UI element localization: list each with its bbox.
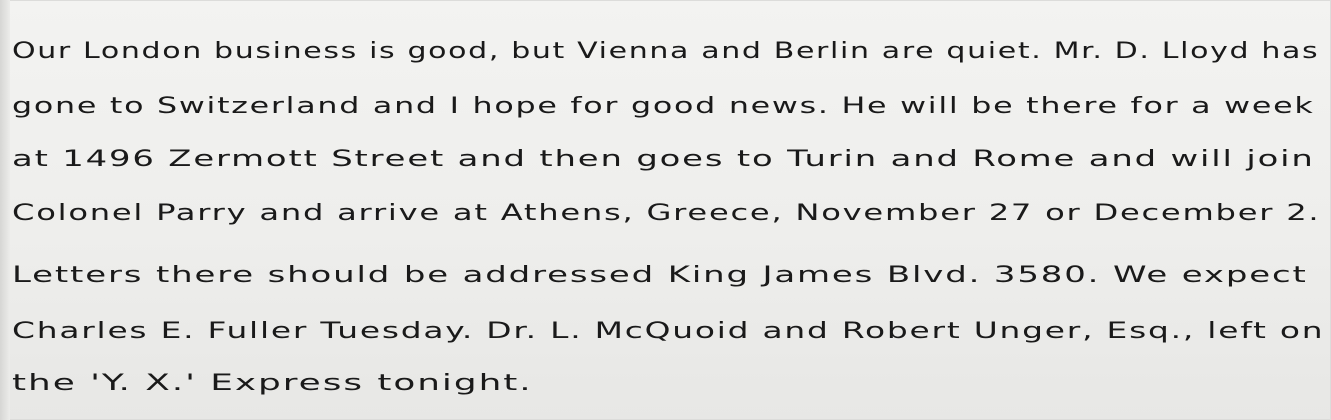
paper-left-edge <box>0 0 10 420</box>
note-line-5: Letters there should be addressed King James Blvd. 3580. We expect <box>12 263 1308 288</box>
note-line-1: Our London business is good, but Vienna and Berlin are quiet. Mr. D. Lloyd has <box>12 39 1320 64</box>
note-line-2: gone to Switzerland and I hope for good news. He will be there for a week <box>12 94 1315 119</box>
note-line-4: Colonel Parry and arrive at Athens, Greece, November 27 or December 2. <box>12 201 1321 226</box>
note-line-6: Charles E. Fuller Tuesday. Dr. L. McQuoid and Robert Unger, Esq., left on <box>12 319 1325 344</box>
note-line-7: the 'Y. X.' Express tonight. <box>12 371 533 396</box>
note-line-3: at 1496 Zermott Street and then goes to Turin and Rome and will join <box>12 147 1315 172</box>
